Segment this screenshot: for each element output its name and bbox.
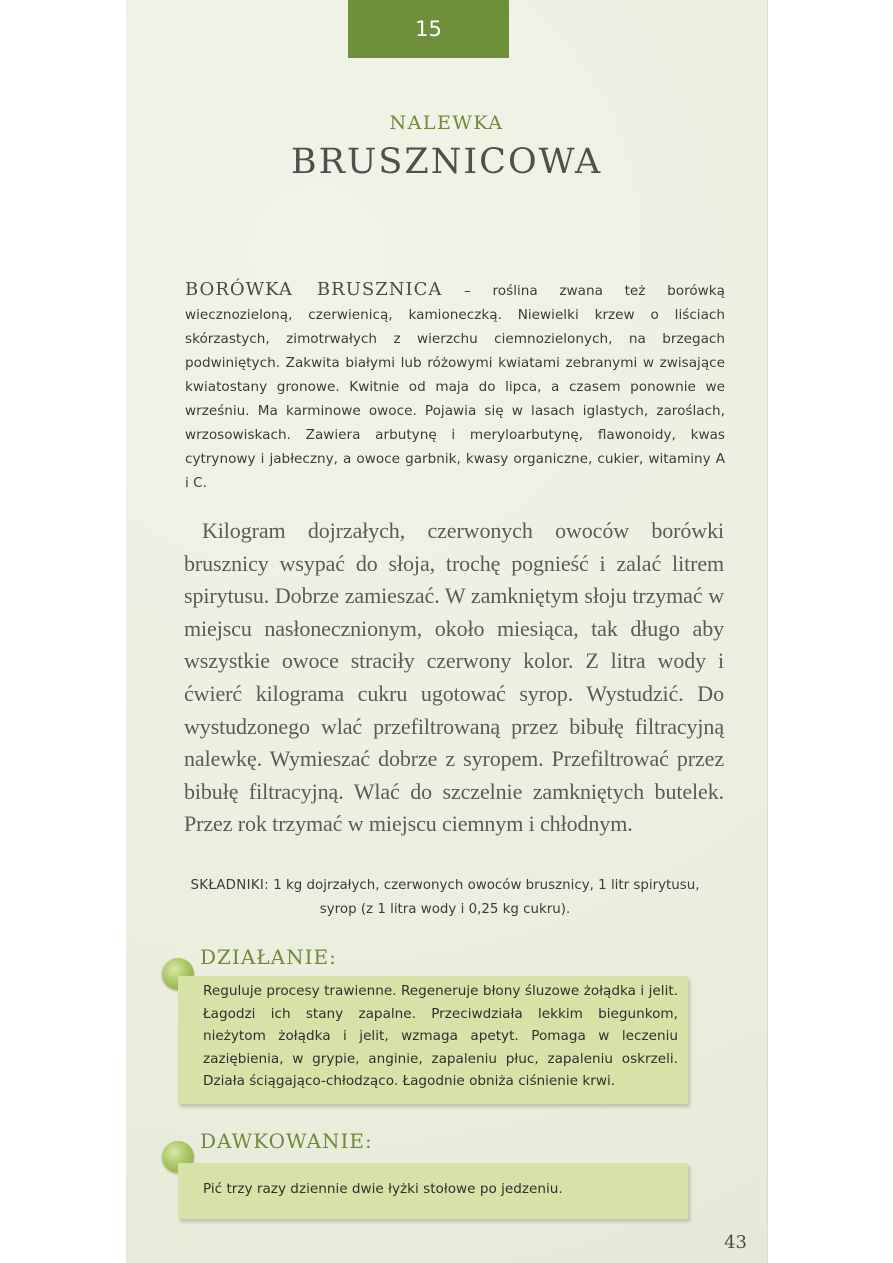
plant-description-text: – roślina zwana też borówką wiecznozieloną, czerwienicą, kamioneczką. Niewielki krzew o liściach skórzastych, zimotrwałych z wierzchu ciemnozielonych, na brzegach podwiniętych. Zakwita białymi lub różowymi kwiatami zebranymi w zwisające kwiatostany gronowe. Kwitnie od maja do lipca, a czasem ponownie we wrześniu. Ma karminowe owoce. Pojawia się w lasach iglastych, zaroślach, wrzosowiskach. Zawiera arbutynę i meryloarbutynę, flawonoidy, kwas cytrynowy i jabłeczny, a owoce garbnik, kwasy organiczne, cukier, witaminy A i C.	[185, 283, 725, 491]
ingredients-label: SKŁADNIKI:	[190, 878, 269, 893]
action-box	[178, 976, 688, 1104]
dosage-text: Pić trzy razy dziennie dwie łyżki stołowe po jedzeniu.	[203, 1181, 563, 1197]
ingredients	[170, 874, 720, 922]
plant-name: BORÓWKA BRUSZNICA	[185, 279, 443, 300]
title-kicker: NALEWKA	[389, 112, 504, 134]
plant-description	[185, 278, 725, 495]
recipe-number: 15	[415, 17, 442, 41]
action-text: Reguluje procesy trawienne. Regeneruje błony śluzowe żołądka i jelit. Łagodzi ich stany zapalne. Przeciwdziała lekkim biegunkom, nieżytom żołądka i jelit, wzmaga apetyt. Pomaga w leczeniu zaziębienia, w grypie, anginie, zapaleniu płuc, zapaleniu oskrzeli. Działa ściągająco-chłodząco. Łagodnie obniża ciśnienie krwi.	[203, 983, 678, 1089]
book-page	[126, 0, 767, 1263]
dosage-box	[178, 1163, 688, 1219]
dosage-heading: DAWKOWANIE:	[200, 1129, 373, 1153]
page-folio: 43	[724, 1232, 747, 1253]
recipe-instructions: Kilogram dojrzałych, czerwonych owoców borówki brusznicy wsypać do słoja, trochę pognieść i zalać litrem spirytusu. Dobrze zamieszać. W zamkniętym słoju trzymać w miejscu nasłonecznionym, około miesiąca, tak długo aby wszystkie owoce straciły czerwony kolor. Z litra wody i ćwierć kilograma cukru ugotować syrop. Wystudzić. Do wystudzonego wlać przefiltrowaną przez bibułę filtracyjną nalewkę. Wymieszać dobrze z syropem. Przefiltrować przez bibułę filtracyjną. Wlać do szczelnie zamkniętych butelek. Przez rok trzymać w miejscu ciemnym i chłodnym.	[184, 518, 724, 837]
page-title: BRUSZNICOWA	[290, 142, 603, 182]
recipe-number-tab	[348, 0, 509, 58]
ingredients-text: 1 kg dojrzałych, czerwonych owoców brusznicy, 1 litr spirytusu, syrop (z 1 litra wody i 0,25 kg cukru).	[268, 878, 700, 917]
action-heading: DZIAŁANIE:	[200, 945, 337, 969]
